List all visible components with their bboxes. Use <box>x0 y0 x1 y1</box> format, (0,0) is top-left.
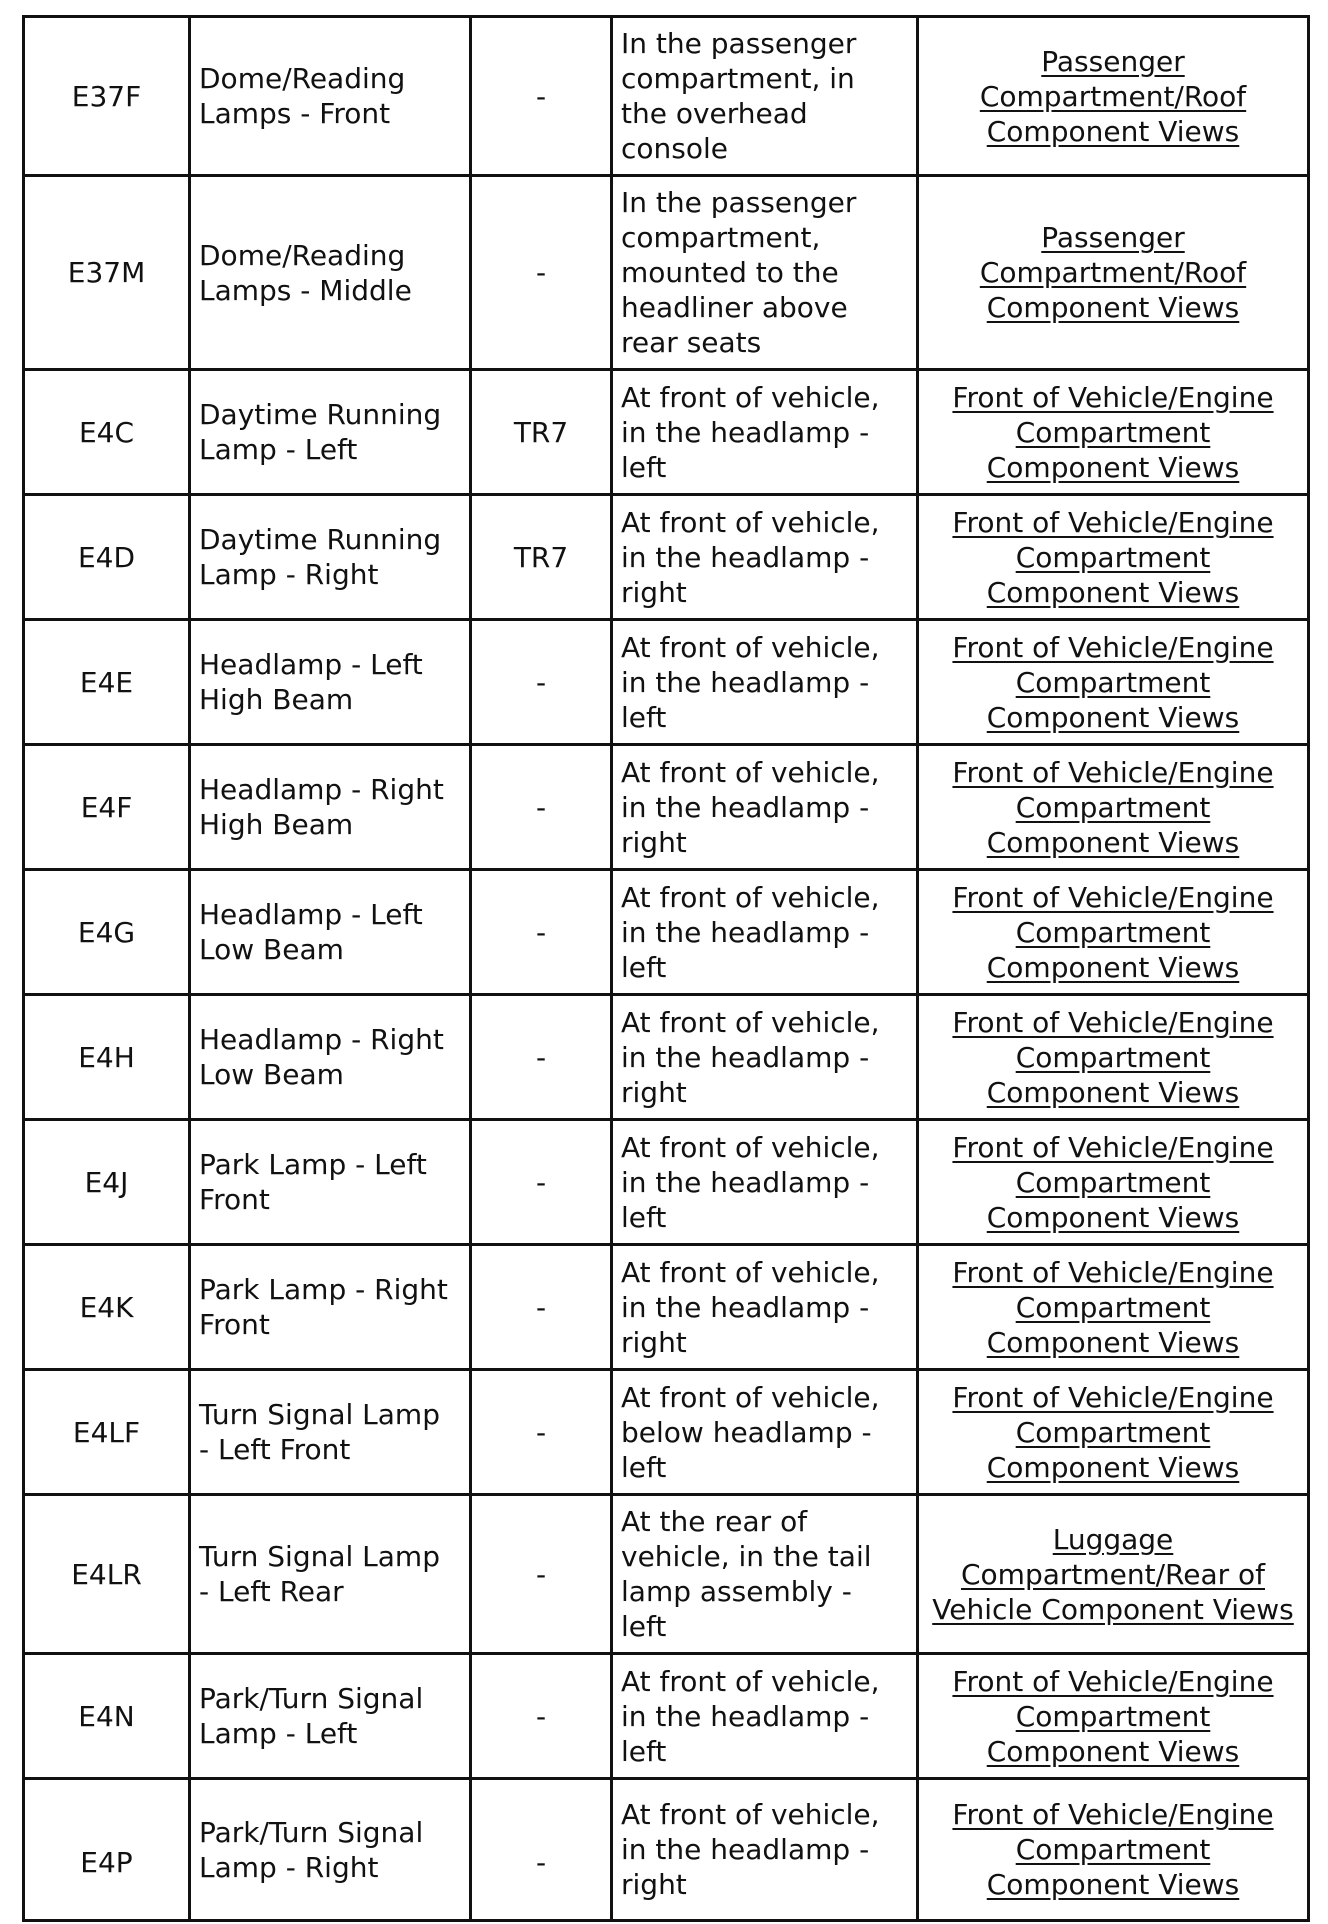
connector-id: TR7 <box>471 370 612 495</box>
description-text: Park/Turn Signal Lamp - Right <box>199 1815 424 1884</box>
table-body <box>24 17 1309 1921</box>
component-description <box>190 176 471 370</box>
component-view-link[interactable]: Front of Vehicle/Engine Compartment Component Views <box>952 630 1274 734</box>
component-code: E4G <box>24 870 190 995</box>
table-row <box>24 17 1309 176</box>
location-text: At front of vehicle, in the headlamp - left <box>621 1130 880 1234</box>
description-text: Dome/Reading Lamps - Front <box>199 62 406 130</box>
component-view-link[interactable]: Front of Vehicle/Engine Compartment Component Views <box>952 1005 1274 1109</box>
table-row <box>24 370 1309 495</box>
component-description <box>190 495 471 620</box>
connector-id: - <box>471 620 612 745</box>
component-location <box>612 1779 918 1921</box>
table-row <box>24 620 1309 745</box>
component-view-cell <box>918 495 1309 620</box>
component-view-link[interactable]: Luggage Compartment/Rear of Vehicle Component Views <box>932 1522 1294 1626</box>
component-description <box>190 1245 471 1370</box>
component-locator-table <box>22 15 1310 1922</box>
table-row <box>24 1779 1309 1921</box>
component-location <box>612 870 918 995</box>
component-code: E4D <box>24 495 190 620</box>
description-text: Headlamp - Right Low Beam <box>199 1023 444 1091</box>
table-row <box>24 1370 1309 1495</box>
component-view-cell <box>918 1654 1309 1779</box>
component-location <box>612 1495 918 1654</box>
component-view-cell <box>918 745 1309 870</box>
table-row <box>24 176 1309 370</box>
component-view-link[interactable]: Front of Vehicle/Engine Compartment Component Views <box>952 1380 1274 1484</box>
location-text: At front of vehicle, in the headlamp - right <box>621 755 880 859</box>
component-view-link[interactable]: Front of Vehicle/Engine Compartment Component Views <box>952 1798 1274 1901</box>
location-text: At front of vehicle, in the headlamp - left <box>621 1664 880 1768</box>
connector-id: - <box>471 1654 612 1779</box>
table-row <box>24 1654 1309 1779</box>
component-description <box>190 870 471 995</box>
component-description <box>190 1120 471 1245</box>
component-code: E4E <box>24 620 190 745</box>
connector-id: - <box>471 1495 612 1654</box>
component-view-cell <box>918 620 1309 745</box>
table-row <box>24 870 1309 995</box>
component-location <box>612 995 918 1120</box>
component-view-link[interactable]: Front of Vehicle/Engine Compartment Component Views <box>952 380 1274 484</box>
description-text: Headlamp - Left High Beam <box>199 648 423 716</box>
component-description <box>190 1370 471 1495</box>
location-text: At front of vehicle, in the headlamp - right <box>621 1005 880 1109</box>
component-view-link[interactable]: Front of Vehicle/Engine Compartment Component Views <box>952 1255 1274 1359</box>
table-row <box>24 995 1309 1120</box>
component-location <box>612 1120 918 1245</box>
table-row <box>24 1495 1309 1654</box>
component-view-cell <box>918 995 1309 1120</box>
connector-id: - <box>471 1370 612 1495</box>
component-view-cell <box>918 176 1309 370</box>
connector-id: - <box>471 1245 612 1370</box>
component-view-link[interactable]: Passenger Compartment/Roof Component Views <box>979 44 1247 148</box>
description-text: Turn Signal Lamp - Left Rear <box>199 1540 440 1608</box>
component-location <box>612 1245 918 1370</box>
component-view-link[interactable]: Front of Vehicle/Engine Compartment Component Views <box>952 505 1274 609</box>
location-text: At front of vehicle, in the headlamp - left <box>621 630 880 734</box>
location-text: In the passenger compartment, in the overhead console <box>621 27 857 165</box>
component-code: E4LF <box>24 1370 190 1495</box>
component-location <box>612 1370 918 1495</box>
description-text: Headlamp - Right High Beam <box>199 773 444 841</box>
connector-id: - <box>471 995 612 1120</box>
component-view-link[interactable]: Front of Vehicle/Engine Compartment Component Views <box>952 880 1274 984</box>
description-text: Turn Signal Lamp - Left Front <box>199 1398 440 1466</box>
component-location <box>612 370 918 495</box>
description-text: Park Lamp - Right Front <box>199 1273 448 1341</box>
component-code: E4LR <box>24 1495 190 1654</box>
location-text: At front of vehicle, in the headlamp - left <box>621 380 880 484</box>
description-text: Park/Turn Signal Lamp - Left <box>199 1682 424 1750</box>
description-text: Daytime Running Lamp - Left <box>199 398 442 466</box>
component-code: E4F <box>24 745 190 870</box>
component-view-cell <box>918 1370 1309 1495</box>
table-row <box>24 1120 1309 1245</box>
location-text: At front of vehicle, in the headlamp - right <box>621 1798 880 1901</box>
location-text: At front of vehicle, in the headlamp - right <box>621 1255 880 1359</box>
component-code: E4C <box>24 370 190 495</box>
table-row <box>24 495 1309 620</box>
component-view-link[interactable]: Front of Vehicle/Engine Compartment Component Views <box>952 1664 1274 1768</box>
component-code: E4K <box>24 1245 190 1370</box>
description-text: Daytime Running Lamp - Right <box>199 523 442 591</box>
component-view-cell <box>918 1245 1309 1370</box>
component-description <box>190 745 471 870</box>
component-description <box>190 995 471 1120</box>
component-code: E37M <box>24 176 190 370</box>
component-location <box>612 1654 918 1779</box>
table-row <box>24 745 1309 870</box>
connector-id: - <box>471 1120 612 1245</box>
connector-id: - <box>471 1779 612 1921</box>
component-view-cell <box>918 370 1309 495</box>
component-code: E4N <box>24 1654 190 1779</box>
component-view-cell <box>918 1120 1309 1245</box>
connector-id: - <box>471 870 612 995</box>
description-text: Headlamp - Left Low Beam <box>199 898 423 966</box>
component-description <box>190 1779 471 1921</box>
component-description <box>190 1654 471 1779</box>
component-location <box>612 620 918 745</box>
location-text: At front of vehicle, in the headlamp - left <box>621 880 880 984</box>
component-view-link[interactable]: Front of Vehicle/Engine Compartment Component Views <box>952 1130 1274 1234</box>
component-location <box>612 745 918 870</box>
location-text: At the rear of vehicle, in the tail lamp assembly - left <box>621 1505 872 1643</box>
component-view-link[interactable]: Passenger Compartment/Roof Component Views <box>979 221 1247 324</box>
connector-id: - <box>471 17 612 176</box>
component-location <box>612 17 918 176</box>
component-description <box>190 17 471 176</box>
description-text: Dome/Reading Lamps - Middle <box>199 238 412 307</box>
location-text: In the passenger compartment, mounted to the headliner above rear seats <box>621 186 857 359</box>
connector-id: TR7 <box>471 495 612 620</box>
component-view-cell <box>918 17 1309 176</box>
location-text: At front of vehicle, in the headlamp - right <box>621 505 880 609</box>
table-row <box>24 1245 1309 1370</box>
component-view-cell <box>918 1779 1309 1921</box>
component-code: E4P <box>24 1779 190 1921</box>
connector-id: - <box>471 745 612 870</box>
component-location <box>612 495 918 620</box>
component-view-link[interactable]: Front of Vehicle/Engine Compartment Component Views <box>952 755 1274 859</box>
component-description <box>190 370 471 495</box>
component-code: E37F <box>24 17 190 176</box>
connector-id: - <box>471 176 612 370</box>
component-description <box>190 1495 471 1654</box>
component-view-cell <box>918 870 1309 995</box>
component-description <box>190 620 471 745</box>
component-location <box>612 176 918 370</box>
component-view-cell <box>918 1495 1309 1654</box>
component-code: E4J <box>24 1120 190 1245</box>
component-code: E4H <box>24 995 190 1120</box>
description-text: Park Lamp - Left Front <box>199 1148 427 1216</box>
location-text: At front of vehicle, below headlamp - left <box>621 1380 880 1484</box>
